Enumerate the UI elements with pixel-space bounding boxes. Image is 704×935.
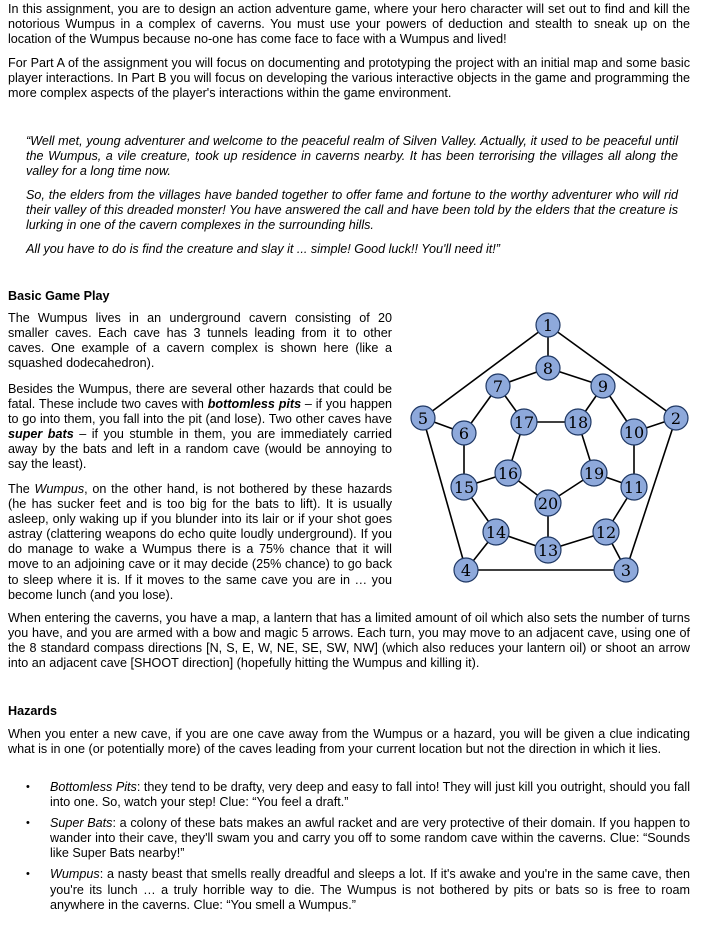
cave-label: 17 — [513, 413, 535, 432]
hazards-list — [8, 780, 690, 919]
cave-label: 13 — [537, 541, 559, 560]
super-bats-term: super bats — [8, 427, 74, 442]
cave-node-5 — [411, 406, 435, 430]
basic-game-play-heading: Basic Game Play — [8, 289, 110, 303]
cave-label: 7 — [492, 377, 504, 396]
cave-node-18 — [565, 409, 591, 435]
hazard-name: Super Bats — [50, 816, 113, 831]
cave-label: 11 — [623, 478, 645, 497]
cave-label: 10 — [623, 423, 645, 442]
hazard-item-bats — [8, 816, 690, 861]
hazard-text: : a colony of these bats makes an awful racket and are very protective of their domain. If you happen to wander into their cave, they'll swam you and carry you off to some random cave within the caverns. Clue: “Sounds like Super Bats nearby!” — [50, 816, 690, 861]
quote-paragraph-1: “Well met, young adventurer and welcome to the peaceful realm of Silven Valley. Actually, it used to be peaceful until the Wumpus, a vile creature, took up residence in caverns nearby. It has been terrorising the villages all along the valley for a long time now. — [26, 134, 678, 179]
cave-label: 8 — [542, 359, 554, 378]
cavern-map-diagram — [408, 300, 698, 590]
intro-paragraph-1: In this assignment, you are to design an action adventure game, where your hero character will set out to find and kill the notorious Wumpus in a complex of caverns. You must use your powers of deduction and stealth to sneak up on the location of the Wumpus because no-one has come face to face with a Wumpus and lived! — [8, 2, 690, 47]
hazard-name: Bottomless Pits — [50, 780, 137, 794]
hazards-intro: When you enter a new cave, if you are one cave away from the Wumpus or a hazard, you will be given a clue indicating what is in one (or potentially more) of the caves leading from your current location but not the direction in which it lies. — [8, 727, 690, 757]
cave-node-16 — [495, 460, 521, 486]
cave-node-2 — [664, 406, 688, 430]
basic-paragraph-2 — [8, 382, 392, 473]
basic-paragraph-1: The Wumpus lives in an underground cavern consisting of 20 smaller caves. Each cave has 3 tunnels leading from it to other caves. One example of a cavern complex is shown here (like a squashed dodecahedron). — [8, 311, 392, 371]
quote-paragraph-3: All you have to do is find the creature and slay it ... simple! Good luck!! You'll need it!” — [26, 242, 500, 256]
cave-label: 3 — [620, 561, 632, 580]
quote-paragraph-2: So, the elders from the villages have banded together to offer fame and fortune to the worthy adventurer who will rid their valley of this dreaded monster! You have answered the call and have been told by the elders that the creature is lurking in one of the cavern complexes in the surrounding hills. — [26, 188, 678, 233]
basic-paragraph-3 — [8, 482, 392, 603]
tunnel-1-2 — [548, 325, 676, 418]
cave-node-9 — [591, 374, 615, 398]
hazard-text: : they tend to be drafty, very deep and easy to fall into! They will just kill you outright, should you fall into one. So, watch your step! Clue: “You feel a draft.” — [50, 780, 691, 810]
cave-label: 2 — [670, 409, 682, 428]
cave-node-15 — [451, 474, 477, 500]
hazards-heading: Hazards — [8, 704, 57, 718]
hazard-item-wumpus — [8, 867, 690, 912]
cave-node-17 — [511, 409, 537, 435]
cave-label: 19 — [583, 464, 605, 483]
cave-node-4 — [454, 558, 478, 582]
text-span: – if you stumble in them, you are immediately carried away by the bats and left in a random cave (would be annoying to say the least). — [8, 427, 392, 472]
hazard-text: : a nasty beast that smells really dreadful and sleeps a lot. If it's awake and you're in the same cave, then you're its lunch … a truly horrible way to die. The Wumpus is not bothered by pits or bats so is free to roam anywhere in the caverns. Clue: “You smell a Wumpus.” — [50, 867, 690, 912]
cave-node-19 — [581, 460, 607, 486]
cave-label: 12 — [595, 523, 617, 542]
cave-label: 18 — [567, 413, 589, 432]
intro-paragraph-2: For Part A of the assignment you will focus on documenting and prototyping the project with an initial map and some basic player interactions. In Part B you will focus on developing the various interactive objects in the game and programming the more complex aspects of the player's interactions within the game environment. — [8, 56, 690, 101]
cave-label: 4 — [460, 561, 472, 580]
cave-node-13 — [535, 537, 561, 563]
hazard-name: Wumpus — [50, 867, 100, 882]
cave-label: 6 — [458, 424, 470, 443]
cave-label: 20 — [537, 494, 559, 513]
hazard-item-pits — [8, 780, 690, 810]
cave-node-11 — [621, 474, 647, 500]
wumpus-term: Wumpus — [34, 482, 85, 496]
text-span: – if you happen to go into them, you fall into the pit (and lose). Two other caves have — [8, 397, 392, 427]
cave-node-12 — [593, 519, 619, 545]
cave-node-1 — [536, 313, 560, 337]
cave-label: 16 — [497, 464, 519, 483]
bullet-icon: • — [26, 781, 30, 793]
cave-nodes — [411, 313, 688, 582]
cave-label: 1 — [542, 316, 554, 335]
bullet-icon: • — [26, 817, 30, 830]
cave-node-3 — [614, 558, 638, 582]
cave-node-6 — [452, 421, 476, 445]
cave-node-10 — [621, 419, 647, 445]
text-span: The — [8, 482, 35, 496]
cave-node-14 — [483, 519, 509, 545]
cave-label: 9 — [597, 377, 609, 396]
cave-label: 5 — [417, 409, 429, 428]
bottomless-pits-term: bottomless pits — [207, 397, 302, 412]
text-span: , on the other hand, is not bothered by these hazards (he has sucker feet and is too big for the bats to lift). It is usually asleep, only waking up if you blunder into its lair or if your shot goes astray (clattering weapons do echo quite loudly underground). If you do manage to wake a Wumpus there is a 75% chance that it will move to an adjoining cave or it may decide (25% chance) to go back to sleep where it is. If it moves to the same cave you are in … you become lunch (and you lose). — [8, 482, 392, 602]
cave-node-7 — [486, 374, 510, 398]
basic-paragraph-4: When entering the caverns, you have a map, a lantern that has a limited amount of oil which also sets the number of turns you have, and you are armed with a bow and magic 5 arrows. Each turn, you may move to an adjacent cave, using one of the 8 standard compass directions [N, S, E, W, NE, SE, SW, NW] (which also reduces your lantern oil) or shoot an arrow into an adjacent cave [SHOOT direction] (hopefully hitting the Wumpus and killing it). — [8, 611, 690, 671]
cave-node-20 — [535, 490, 561, 516]
cave-label: 14 — [485, 523, 507, 542]
text-span: Besides the Wumpus, there are several other hazards that could be fatal. These include two caves with — [8, 382, 392, 412]
bullet-icon: • — [26, 868, 30, 881]
cave-label: 15 — [453, 478, 475, 497]
cave-node-8 — [536, 356, 560, 380]
